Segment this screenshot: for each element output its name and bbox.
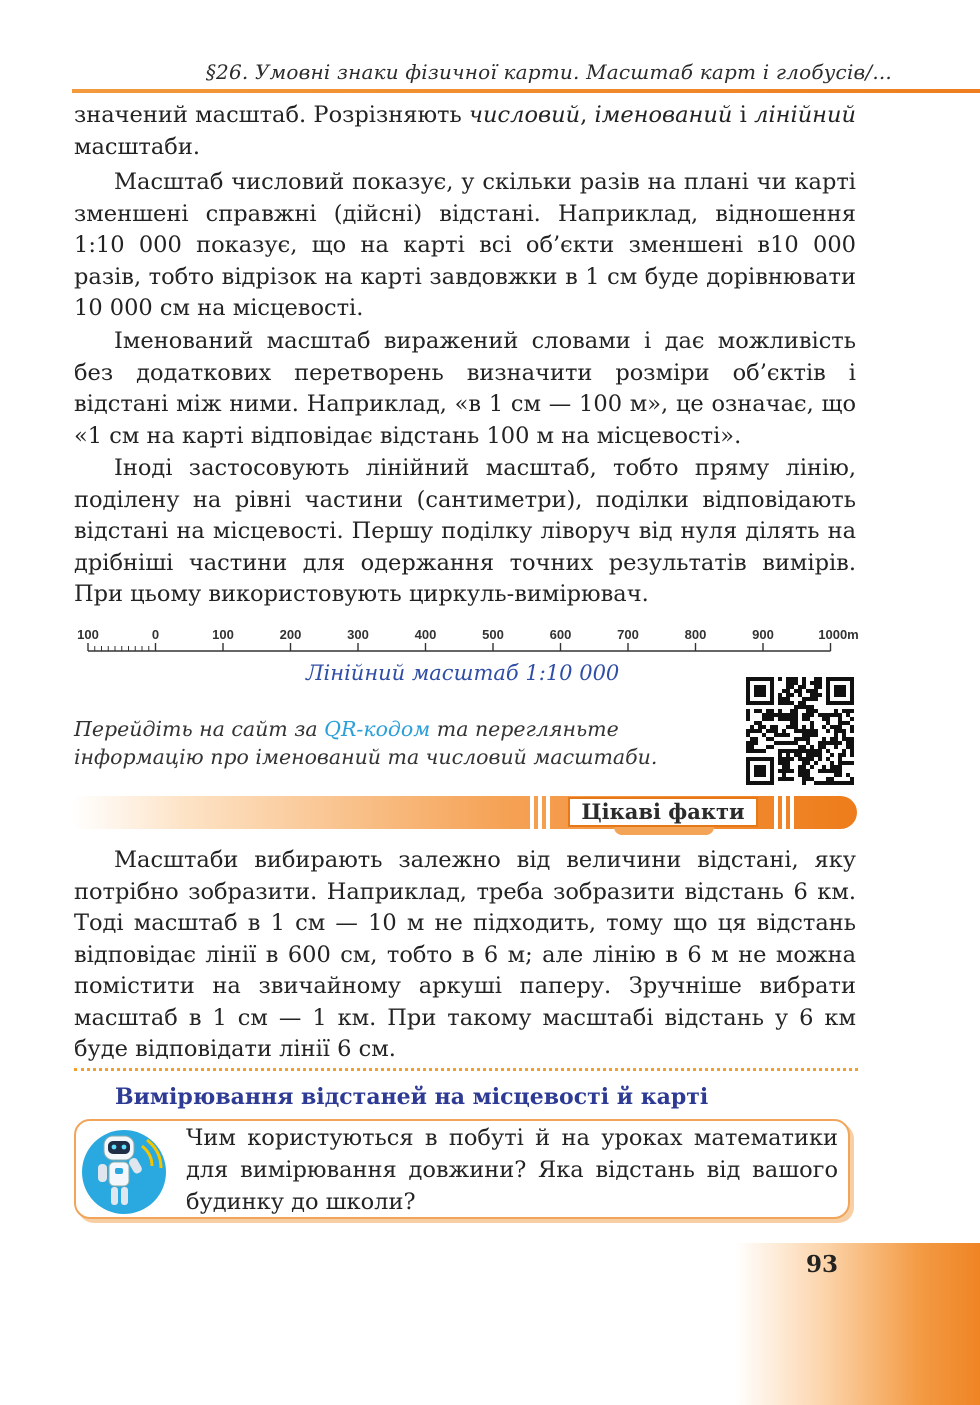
text-run: і: [732, 102, 755, 128]
scale-tick-label: 200: [279, 627, 302, 642]
term-named: іменований: [594, 102, 733, 128]
paragraph-named-scale: [74, 326, 856, 452]
paragraph-text: Іменований масштаб виражений словами і дає можливість без додаткових перетворень визначити розміри об’єктів і відстані між ними. Наприклад, «в 1 см — 100 м», це означає, що «1 см на карті відповідає відстань 100 м на місцевості».: [74, 328, 856, 449]
term-numeric: числовий: [469, 102, 581, 128]
linear-scale-bar: [74, 622, 864, 658]
scale-tick-label: 100: [212, 627, 234, 642]
section-divider: [74, 1068, 858, 1071]
scale-tick-label: 900: [752, 627, 774, 642]
scale-caption: Лінійний масштаб 1:10 000: [306, 661, 620, 685]
scale-tick-label: 700: [617, 627, 639, 642]
scale-tick-label: 600: [549, 627, 572, 642]
paragraph-linear-scale: [74, 453, 856, 611]
text-run: та перегляньте інформацію про іменований та числовий масштаби.: [74, 717, 658, 769]
question-text: Чим користуються в побуті й на уроках математики для вимірювання довжини? Яка відстань від вашого будинку до школи?: [186, 1125, 838, 1215]
facts-label: Цікаві факти: [568, 797, 758, 827]
scale-tick-label: 100: [77, 627, 99, 642]
scale-tick-label: 300: [347, 627, 369, 642]
text-run: Перейдіть на сайт за: [74, 717, 325, 741]
robot-icon: [80, 1124, 168, 1216]
paragraph-text: Масштаби вибирають залежно від величини відстані, яку потрібно зобразити. Наприклад, треба зобразити відстань 6 км. Тоді масштаб в 1 см — 10 м не підходить, тому що ця відстань відповідає лінії в 600 см, тобто в 6 м; але лінію в 6 м не можна помістити на звичайному аркуші паперу. Зручніше вибрати масштаб в 1 см — 1 км. При такому масштабі відстань у 6 км буде відповідати лінії 6 см.: [74, 847, 856, 1062]
qr-link[interactable]: QR-кодом: [324, 717, 431, 741]
section-heading: Вимірювання відстаней на місцевості й карті: [115, 1084, 709, 1110]
header-rule: [72, 89, 980, 93]
scale-tick-label: 500: [482, 627, 504, 642]
paragraph-intro: [74, 100, 856, 163]
banner-stripes-right: [774, 796, 802, 829]
paragraph-facts: [74, 845, 856, 1066]
scale-tick-label: 0: [151, 627, 160, 642]
paragraph-numeric-scale: [74, 167, 856, 325]
qr-code[interactable]: [746, 677, 854, 785]
scale-tick-label: 800: [684, 627, 707, 642]
term-linear: лінійний: [754, 102, 856, 128]
banner-stripes-left: [530, 796, 558, 829]
text-run: масштаби.: [74, 133, 200, 160]
facts-tab: [614, 827, 714, 835]
text-run: ,: [580, 102, 595, 128]
text-run: значений масштаб. Розрізняють: [74, 102, 470, 128]
qr-instruction: [74, 715, 714, 771]
scale-tick-label: 400: [414, 627, 437, 642]
paragraph-text: Іноді застосовують лінійний масштаб, тобто пряму лінію, поділену на рівні частини (сантиметри), поділки відповідають відстані на місцевості. Першу поділку ліворуч від нуля ділять на дрібніші частини для одержання точних результатів вимірів. При цьому використовують циркуль-вимірювач.: [74, 455, 856, 607]
page-number: 93: [806, 1251, 839, 1278]
paragraph-text: Масштаб числовий показує, у скільки разів на плані чи карті зменшені справжні (дійсні) відстані. Наприклад, відношення 1:10 000 показує, що на карті всі об’єкти зменшені в10 000 разів, тобто відрізок на карті завдовжки в 1 см буде дорівнювати 10 000 см на місцевості.: [74, 169, 856, 321]
running-header: §26. Умовні знаки фізичної карти. Масштаб карт і глобусів/...: [205, 60, 892, 84]
scale-tick-label: 1000m: [818, 627, 859, 642]
page-corner-gradient: [735, 1243, 980, 1405]
